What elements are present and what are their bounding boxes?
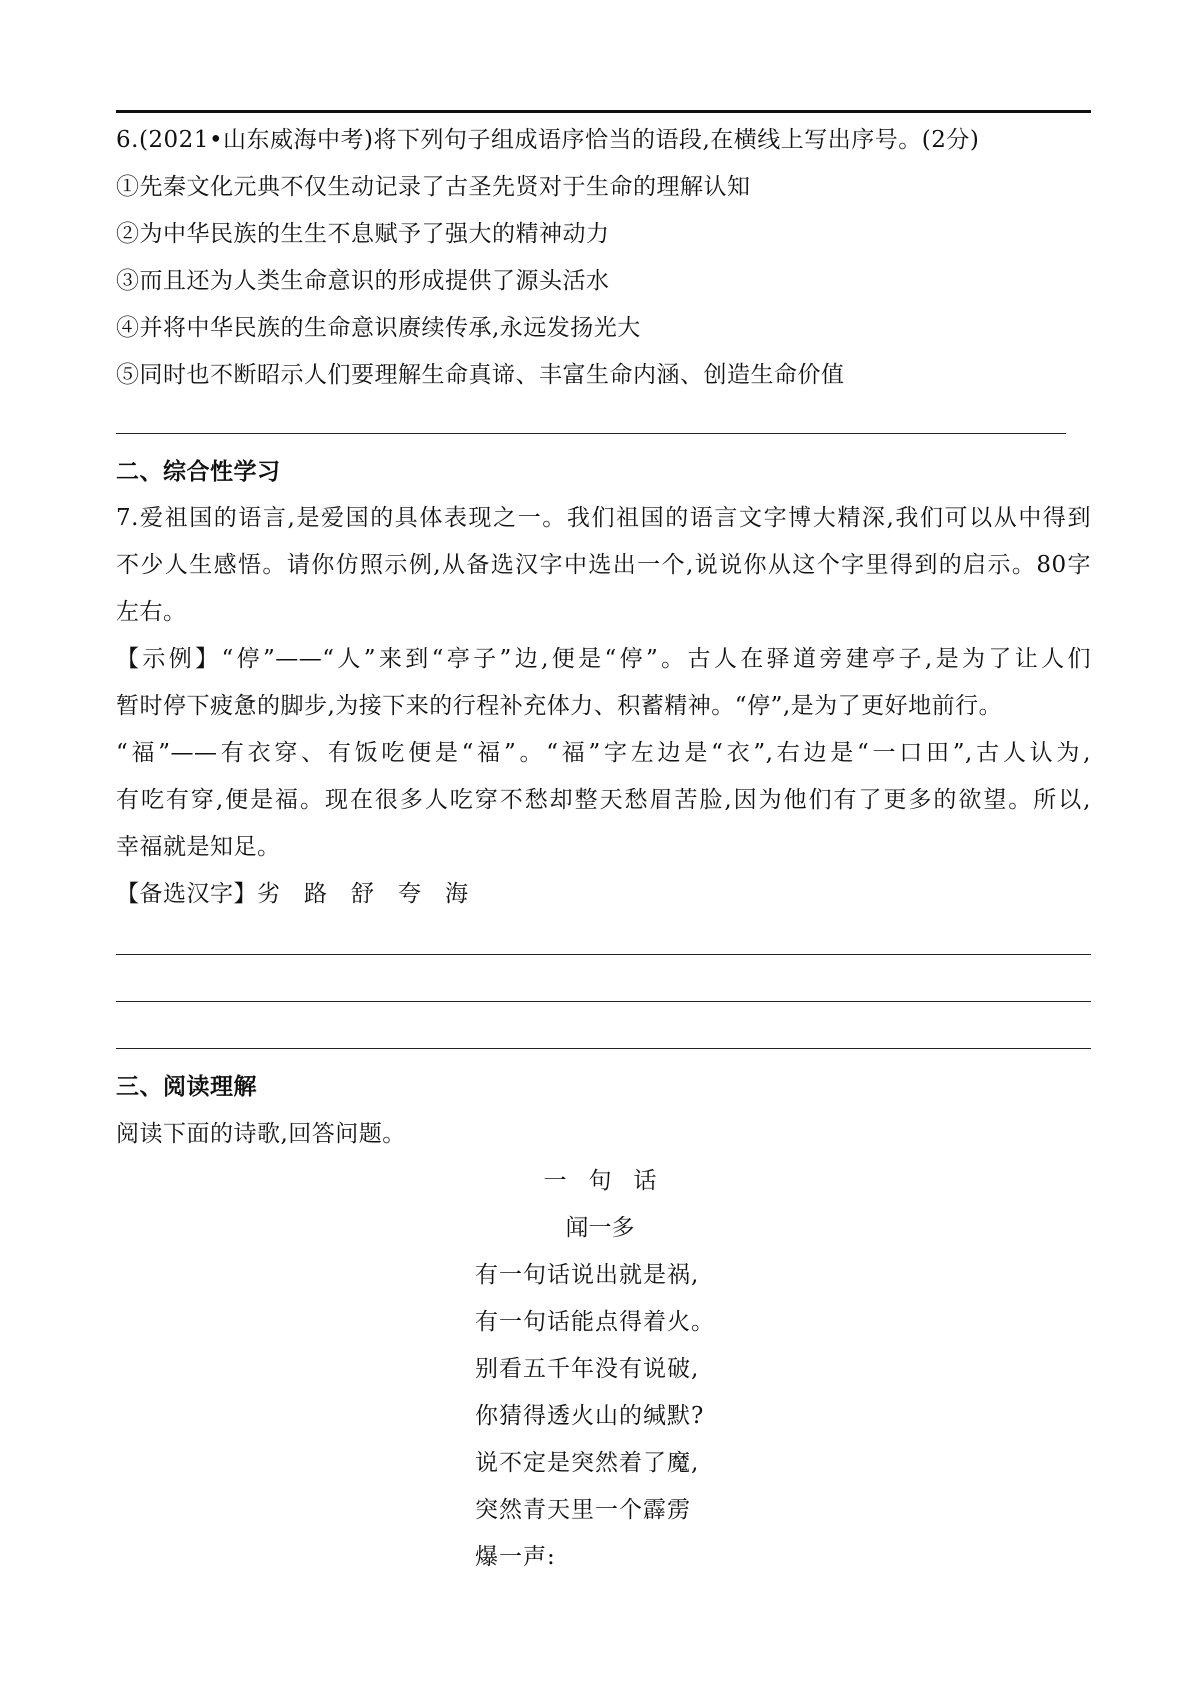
q7-example-line-2: 暂时停下疲惫的脚步,为接下来的行程补充体力、积蓄精神。“停”,是为了更好地前行。	[116, 693, 1003, 719]
q6-sentence-3: ③而且还为人类生命意识的形成提供了源头活水	[116, 268, 610, 294]
section-3-heading: 三、阅读理解	[116, 1074, 257, 1100]
q6-sentence-4: ④并将中华民族的生命意识赓续传承,永远发扬光大	[116, 315, 641, 341]
top-divider	[116, 110, 1091, 113]
q7-stem-line-2: 不少人生感悟。请你仿照示例,从备选汉字中选出一个,说说你从这个字里得到的启示。80字	[116, 552, 1091, 578]
q7-answer-line-3[interactable]	[116, 1048, 1091, 1049]
question-6-stem: 6.(2021•山东威海中考)将下列句子组成语序恰当的语段,在横线上写出序号。(2分)	[116, 127, 980, 153]
poem-line-2: 有一句话能点得着火。	[475, 1309, 715, 1335]
q7-example-line-3: “福”——有衣穿、有饭吃便是“福”。“福”字左边是“衣”,右边是“一口田”,古人认为,	[116, 740, 1091, 766]
section-3-instruction: 阅读下面的诗歌,回答问题。	[116, 1121, 406, 1147]
section-2-heading: 二、综合性学习	[116, 459, 281, 485]
poem-line-6: 突然青天里一个霹雳	[475, 1497, 691, 1523]
q6-sentence-1: ①先秦文化元典不仅生动记录了古圣先贤对于生命的理解认知	[116, 174, 751, 200]
q6-answer-line[interactable]	[116, 433, 1066, 434]
q7-answer-line-2[interactable]	[116, 1001, 1091, 1002]
poem-line-4: 你猜得透火山的缄默?	[475, 1403, 705, 1429]
q7-stem-line-1: 7.爱祖国的语言,是爱国的具体表现之一。我们祖国的语言文字博大精深,我们可以从中得到	[116, 505, 1091, 531]
poem-line-7: 爆一声:	[475, 1544, 556, 1570]
q7-example-line-4: 有吃有穿,便是福。现在很多人吃穿不愁却整天愁眉苦脸,因为他们有了更多的欲望。所以,	[116, 787, 1091, 813]
q7-answer-line-1[interactable]	[116, 954, 1091, 955]
poem-line-1: 有一句话说出就是祸,	[475, 1262, 700, 1288]
q6-sentence-5: ⑤同时也不断昭示人们要理解生命真谛、丰富生命内涵、创造生命价值	[116, 362, 845, 388]
poem-title: 一句话	[543, 1168, 679, 1194]
poem-line-3: 别看五千年没有说破,	[475, 1356, 700, 1382]
q7-example-line-5: 幸福就是知足。	[116, 834, 281, 860]
q7-example-line-1: 【示例】“停”——“人”来到“亭子”边,便是“停”。古人在驿道旁建亭子,是为了让人们	[116, 646, 1091, 672]
q6-sentence-2: ②为中华民族的生生不息赋予了强大的精神动力	[116, 221, 610, 247]
poem-author: 闻一多	[565, 1215, 635, 1241]
q7-candidate-chars: 【备选汉字】劣 路 舒 夸 海	[116, 881, 469, 907]
poem-line-5: 说不定是突然着了魔,	[475, 1450, 700, 1476]
q7-stem-line-3: 左右。	[116, 599, 187, 625]
